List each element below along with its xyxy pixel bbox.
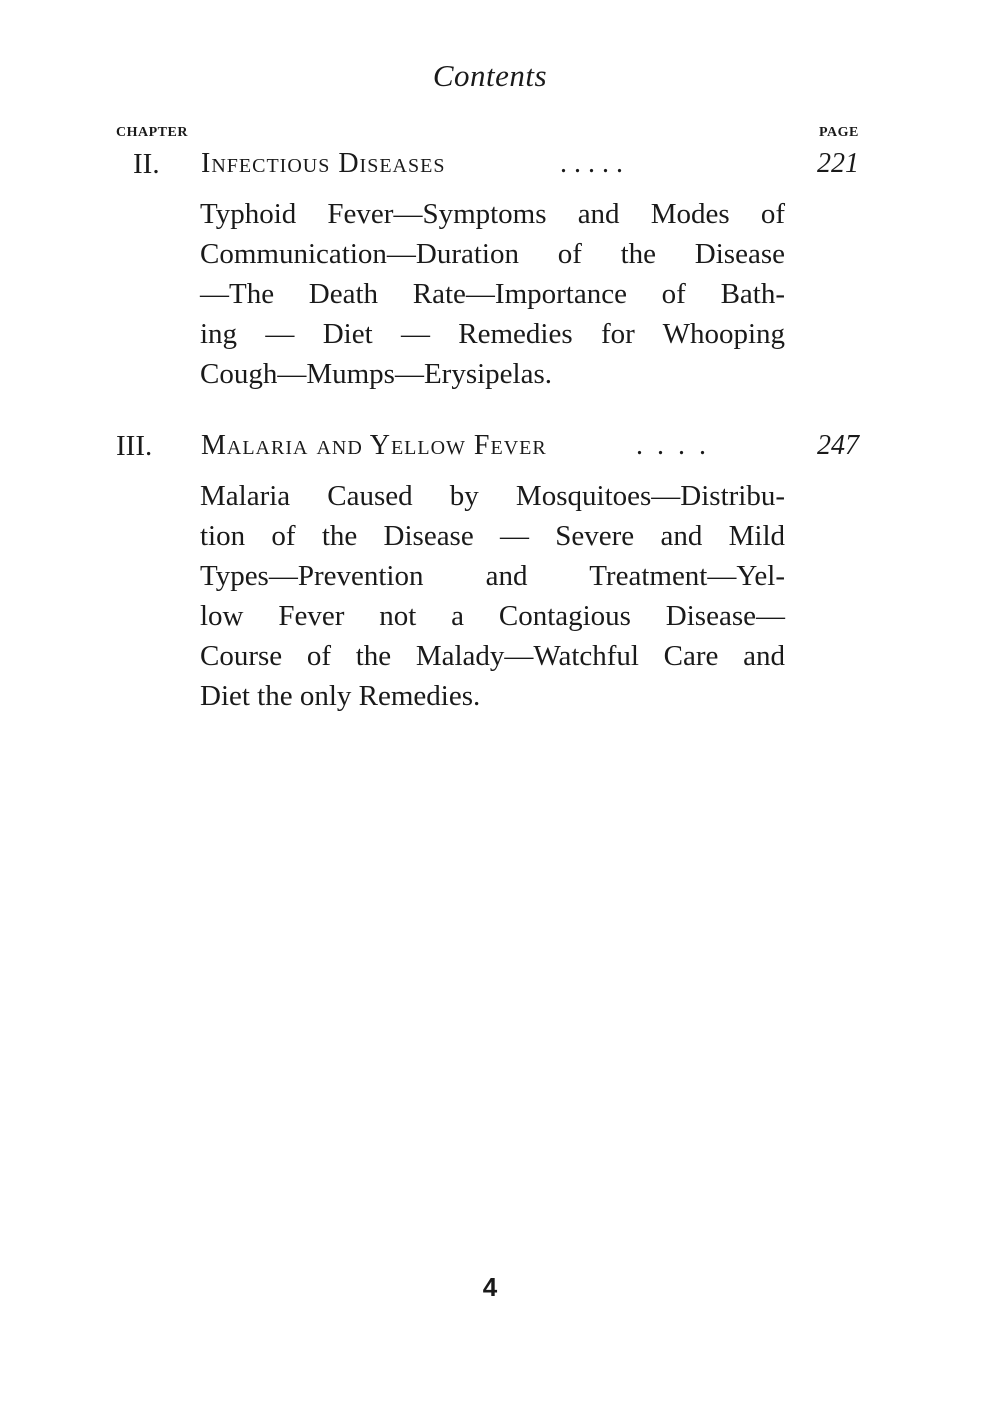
page-number: 221: [817, 148, 859, 179]
summary-line: Cough—Mumps—Erysipelas.: [200, 358, 553, 390]
dot-leader: . . . . .: [560, 148, 623, 179]
summary-line: Malaria Caused by Mosquitoes—Distribu-: [200, 480, 785, 512]
summary-line: low Fever not a Contagious Disease—: [200, 600, 785, 632]
page-number: 247: [817, 430, 859, 461]
summary-line: Typhoid Fever—Symptoms and Modes of: [200, 198, 785, 230]
summary-line: Communication—Duration of the Disease: [200, 238, 785, 270]
chapter-summary: [200, 476, 785, 716]
summary-line: Diet the only Remedies.: [200, 680, 481, 712]
summary-line: Course of the Malady—Watchful Care and: [200, 640, 785, 672]
summary-line: Types—Prevention and Treatment—Yel-: [200, 560, 785, 592]
chapter-numeral: II.: [133, 148, 160, 180]
page-column-label: PAGE: [819, 125, 859, 140]
chapter-summary: [200, 194, 785, 394]
page-title: Contents: [432, 58, 548, 93]
chapter-heading: Infectious Diseases: [201, 148, 446, 179]
summary-line: tion of the Disease — Severe and Mild: [200, 520, 785, 552]
dot-leader: . . . .: [636, 430, 706, 461]
chapter-numeral: III.: [116, 430, 153, 462]
summary-line: —The Death Rate—Importance of Bath-: [200, 278, 785, 310]
summary-line: ing — Diet — Remedies for Whooping: [200, 318, 785, 350]
chapter-heading: Malaria and Yellow Fever: [201, 430, 547, 461]
chapter-column-label: CHAPTER: [116, 125, 188, 140]
page-folio: 4: [482, 1272, 498, 1302]
